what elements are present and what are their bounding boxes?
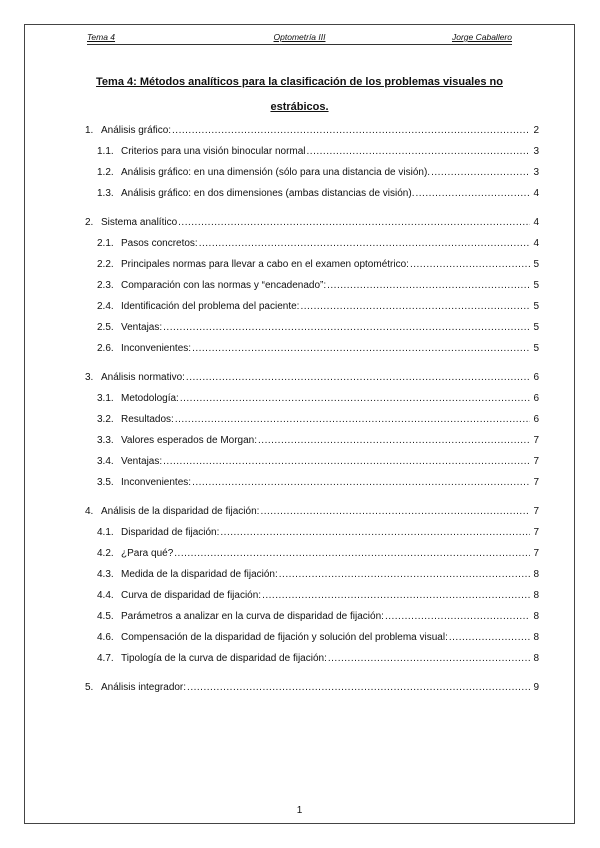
toc-leader-dots (410, 254, 530, 275)
page-frame (24, 24, 575, 824)
toc-entry-page: 5 (533, 280, 539, 291)
toc-entry[interactable] (85, 585, 539, 606)
toc-entry[interactable] (85, 317, 539, 338)
toc-entry-number: 4.5. (97, 611, 114, 622)
toc-entry-title: Resultados: (121, 414, 174, 425)
toc-entry-number: 2.6. (97, 343, 114, 354)
toc-entry-page: 2 (533, 125, 539, 136)
toc-entry-title: Curva de disparidad de fijación: (121, 590, 262, 601)
toc-entry-title: Ventajas: (121, 456, 163, 467)
toc-entry-title: Valores esperados de Morgan: (121, 435, 258, 446)
toc-entry-page: 6 (533, 393, 539, 404)
toc-entry[interactable] (85, 564, 539, 585)
toc-leader-dots (163, 451, 530, 472)
toc-entry[interactable] (85, 472, 539, 493)
header-center: Optometría III (273, 32, 326, 42)
toc-leader-dots (431, 162, 530, 183)
toc-entry-page: 4 (533, 217, 539, 228)
toc-entry[interactable] (85, 183, 539, 204)
toc-entry[interactable] (85, 162, 539, 183)
toc-entry-number: 2.2. (97, 259, 114, 270)
toc-entry-number: 1.1. (97, 146, 114, 157)
toc-entry[interactable] (85, 451, 539, 472)
toc-entry[interactable] (85, 430, 539, 451)
toc-entry-title: Disparidad de fijación: (121, 527, 220, 538)
toc-entry-title: Parámetros a analizar en la curva de disparidad de fijación: (121, 611, 384, 622)
toc-entry[interactable] (85, 338, 539, 359)
toc-entry-title: Criterios para una visión binocular normal (121, 146, 306, 157)
toc-entry-number: 2.3. (97, 280, 114, 291)
toc-entry-number: 3.2. (97, 414, 114, 425)
toc-entry-page: 8 (533, 569, 539, 580)
toc-entry[interactable] (85, 296, 539, 317)
toc-entry-number: 4.6. (97, 632, 114, 643)
toc-leader-dots (178, 212, 530, 233)
toc-leader-dots (328, 648, 530, 669)
toc-entry-title: Análisis normativo: (101, 372, 185, 383)
toc-entry-page: 3 (533, 146, 539, 157)
toc-entry-page: 7 (533, 477, 539, 488)
toc-entry-number: 3. (85, 372, 94, 383)
toc-entry-number: 4.7. (97, 653, 114, 664)
toc-entry[interactable] (85, 627, 539, 648)
toc-leader-dots (300, 296, 530, 317)
toc-entry-number: 3.1. (97, 393, 114, 404)
toc-entry[interactable] (85, 233, 539, 254)
toc-entry-page: 7 (533, 548, 539, 559)
toc-leader-dots (260, 501, 530, 522)
page-number: 1 (296, 805, 303, 816)
toc-entry-page: 5 (533, 343, 539, 354)
toc-leader-dots (220, 522, 530, 543)
toc-leader-dots (262, 585, 530, 606)
toc-entry[interactable] (85, 367, 539, 388)
toc-leader-dots (385, 606, 530, 627)
toc-entry-title: Tipología de la curva de disparidad de fijación: (121, 653, 327, 664)
toc-entry-page: 5 (533, 322, 539, 333)
toc-leader-dots (415, 183, 530, 204)
toc-entry-title: Metodología: (121, 393, 179, 404)
toc-leader-dots (307, 141, 530, 162)
toc-entry-number: 4.1. (97, 527, 114, 538)
toc-entry-number: 3.4. (97, 456, 114, 467)
toc-entry-title: Sistema analítico (101, 217, 178, 228)
toc-entry-page: 5 (533, 301, 539, 312)
toc-entry[interactable] (85, 648, 539, 669)
table-of-contents (85, 120, 539, 698)
toc-leader-dots (172, 120, 530, 141)
toc-entry-page: 9 (533, 682, 539, 693)
toc-entry-title: Inconvenientes: (121, 477, 192, 488)
toc-entry-page: 3 (533, 167, 539, 178)
toc-entry-title: Análisis gráfico: en dos dimensiones (ambas distancias de visión). (121, 188, 415, 199)
toc-leader-dots (199, 233, 530, 254)
toc-leader-dots (192, 338, 530, 359)
toc-entry-number: 4. (85, 506, 94, 517)
toc-leader-dots (175, 409, 530, 430)
toc-entry-title: ¿Para qué? (121, 548, 174, 559)
header-left: Tema 4 (87, 32, 116, 42)
toc-entry-title: Análisis de la disparidad de fijación: (101, 506, 260, 517)
toc-entry[interactable] (85, 388, 539, 409)
toc-entry-page: 8 (533, 611, 539, 622)
toc-entry-page: 6 (533, 372, 539, 383)
toc-leader-dots (174, 543, 530, 564)
toc-entry-page: 7 (533, 527, 539, 538)
toc-entry-number: 2.5. (97, 322, 114, 333)
toc-entry-number: 2. (85, 217, 94, 228)
header-right: Jorge Caballero (451, 32, 512, 42)
toc-entry-title: Pasos concretos: (121, 238, 198, 249)
toc-entry-page: 5 (533, 259, 539, 270)
page-header (87, 25, 512, 45)
toc-entry-number: 4.4. (97, 590, 114, 601)
toc-leader-dots (186, 367, 530, 388)
toc-entry-title: Compensación de la disparidad de fijación y solución del problema visual: (121, 632, 448, 643)
toc-leader-dots (187, 677, 530, 698)
toc-entry-number: 2.4. (97, 301, 114, 312)
toc-entry[interactable] (85, 522, 539, 543)
toc-entry-title: Análisis gráfico: en una dimensión (sólo para una distancia de visión). (121, 167, 431, 178)
toc-entry-title: Ventajas: (121, 322, 163, 333)
toc-entry-title: Identificación del problema del paciente: (121, 301, 300, 312)
toc-entry-page: 7 (533, 456, 539, 467)
toc-entry[interactable] (85, 409, 539, 430)
toc-leader-dots (258, 430, 530, 451)
toc-entry-number: 3.3. (97, 435, 114, 446)
toc-leader-dots (180, 388, 530, 409)
toc-entry[interactable] (85, 275, 539, 296)
toc-leader-dots (279, 564, 530, 585)
toc-entry-title: Análisis integrador: (101, 682, 187, 693)
toc-entry-number: 4.3. (97, 569, 114, 580)
toc-entry[interactable] (85, 141, 539, 162)
toc-entry-title: Comparación con las normas y “encadenado”: (121, 280, 327, 291)
toc-entry-number: 1.3. (97, 188, 114, 199)
toc-entry-title: Análisis gráfico: (101, 125, 172, 136)
toc-entry-page: 8 (533, 653, 539, 664)
toc-entry[interactable] (85, 254, 539, 275)
toc-entry-page: 4 (533, 238, 539, 249)
document-title: Tema 4: Métodos analíticos para la clasificación de los problemas visuales no estrábicos. (96, 76, 503, 113)
toc-entry-number: 1.2. (97, 167, 114, 178)
toc-entry-title: Principales normas para llevar a cabo en el examen optométrico: (121, 259, 409, 270)
toc-entry-number: 3.5. (97, 477, 114, 488)
toc-entry-page: 8 (533, 590, 539, 601)
toc-entry[interactable] (85, 120, 539, 141)
toc-entry[interactable] (85, 606, 539, 627)
toc-entry[interactable] (85, 543, 539, 564)
toc-entry-page: 4 (533, 188, 539, 199)
toc-entry-number: 2.1. (97, 238, 114, 249)
toc-entry[interactable] (85, 212, 539, 233)
toc-entry[interactable] (85, 677, 539, 698)
toc-leader-dots (163, 317, 530, 338)
toc-entry-page: 7 (533, 506, 539, 517)
toc-entry-number: 5. (85, 682, 94, 693)
toc-entry-page: 6 (533, 414, 539, 425)
toc-leader-dots (327, 275, 530, 296)
toc-entry-page: 8 (533, 632, 539, 643)
toc-entry-title: Medida de la disparidad de fijación: (121, 569, 278, 580)
toc-entry-number: 4.2. (97, 548, 114, 559)
toc-entry[interactable] (85, 501, 539, 522)
toc-leader-dots (449, 627, 530, 648)
toc-entry-page: 7 (533, 435, 539, 446)
toc-entry-number: 1. (85, 125, 94, 136)
toc-leader-dots (192, 472, 530, 493)
toc-entry-title: Inconvenientes: (121, 343, 192, 354)
